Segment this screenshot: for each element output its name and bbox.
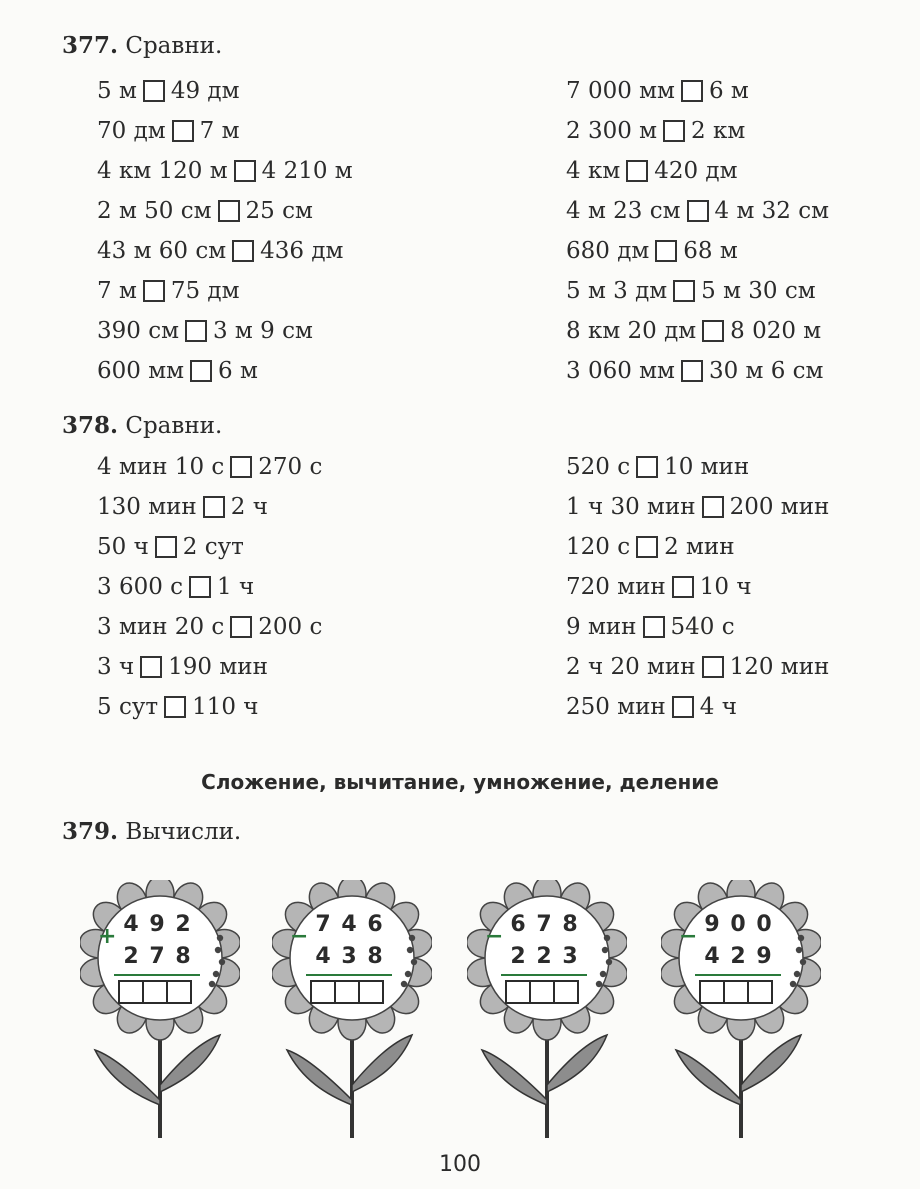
comparison-row (97, 574, 254, 600)
left-quantity: 9 мин (566, 614, 637, 640)
digit: 2 (123, 944, 139, 969)
left-quantity: 3 ч (97, 654, 135, 680)
right-quantity: 49 дм (170, 78, 240, 104)
digit: 4 (123, 912, 139, 937)
right-quantity: 3 м 9 см (212, 318, 313, 344)
comparison-row (566, 198, 829, 224)
page-number: 100 (439, 1152, 481, 1177)
digit: 3 (341, 944, 357, 969)
exercise-377-instruction: Сравни. (125, 33, 223, 59)
comparison-sign-box[interactable] (626, 160, 648, 182)
comparison-row (97, 198, 313, 224)
comparison-sign-box[interactable] (655, 240, 677, 262)
comparison-row (97, 158, 353, 184)
left-quantity: 50 ч (97, 534, 149, 560)
comparison-row (566, 654, 829, 680)
top-number (118, 912, 196, 937)
exercise-378-instruction: Сравни. (125, 413, 223, 439)
flower-example (272, 880, 432, 1140)
answer-digit-box[interactable] (166, 980, 192, 1004)
flower-example (661, 880, 821, 1140)
exercise-379-instruction: Вычисли. (125, 819, 242, 845)
answer-digit-box[interactable] (505, 980, 531, 1004)
right-quantity: 190 мин (168, 654, 268, 680)
comparison-row (566, 238, 738, 264)
digit: 7 (536, 912, 552, 937)
digit: 4 (341, 912, 357, 937)
left-quantity: 5 м (97, 78, 137, 104)
right-quantity: 2 ч (230, 494, 268, 520)
digit: 3 (562, 944, 578, 969)
comparison-sign-box[interactable] (189, 576, 211, 598)
sum-line (306, 974, 392, 976)
left-quantity: 3 600 с (97, 574, 184, 600)
comparison-row (97, 238, 343, 264)
right-quantity: 4 м 32 см (714, 198, 829, 224)
right-quantity: 200 с (258, 614, 323, 640)
left-quantity: 250 мин (566, 694, 666, 720)
comparison-row (97, 694, 259, 720)
digit: 8 (367, 944, 383, 969)
comparison-sign-box[interactable] (143, 280, 165, 302)
comparison-row (566, 574, 752, 600)
comparison-sign-box[interactable] (643, 616, 665, 638)
comparison-sign-box[interactable] (140, 656, 162, 678)
answer-boxes (120, 980, 192, 1004)
comparison-sign-box[interactable] (673, 280, 695, 302)
right-quantity: 68 м (683, 238, 738, 264)
comparison-sign-box[interactable] (687, 200, 709, 222)
comparison-sign-box[interactable] (164, 696, 186, 718)
left-quantity: 3 060 мм (566, 358, 675, 384)
comparison-row (97, 454, 322, 480)
right-quantity: 10 мин (664, 454, 750, 480)
answer-digit-box[interactable] (310, 980, 336, 1004)
answer-digit-box[interactable] (699, 980, 725, 1004)
left-quantity: 2 м 50 см (97, 198, 212, 224)
answer-digit-box[interactable] (334, 980, 360, 1004)
left-quantity: 70 дм (97, 118, 166, 144)
right-quantity: 436 дм (260, 238, 344, 264)
digit: 2 (536, 944, 552, 969)
answer-digit-box[interactable] (529, 980, 555, 1004)
bottom-number (310, 944, 388, 969)
answer-digit-box[interactable] (747, 980, 773, 1004)
comparison-row (566, 78, 749, 104)
right-quantity: 6 м (708, 78, 749, 104)
left-quantity: 7 000 мм (566, 78, 675, 104)
comparison-row (566, 494, 829, 520)
bottom-number (118, 944, 196, 969)
digit: 2 (175, 912, 191, 937)
digit: 9 (756, 944, 772, 969)
comparison-row (566, 118, 745, 144)
right-quantity: 30 м 6 см (708, 358, 824, 384)
comparison-row (566, 158, 737, 184)
comparison-sign-box[interactable] (681, 80, 703, 102)
comparison-sign-box[interactable] (681, 360, 703, 382)
left-quantity: 8 км 20 дм (566, 318, 697, 344)
operation-sign: − (679, 924, 698, 949)
digit: 6 (367, 912, 383, 937)
left-quantity: 4 км 120 м (97, 158, 228, 184)
answer-digit-box[interactable] (553, 980, 579, 1004)
comparison-sign-box[interactable] (702, 320, 724, 342)
comparison-row (97, 358, 258, 384)
exercise-379-number: 379. (62, 818, 119, 845)
left-quantity: 720 мин (566, 574, 666, 600)
digit: 0 (756, 912, 772, 937)
left-quantity: 520 с (566, 454, 631, 480)
sum-line (501, 974, 587, 976)
left-quantity: 4 км (566, 158, 621, 184)
left-quantity: 390 см (97, 318, 179, 344)
right-quantity: 420 дм (654, 158, 738, 184)
comparison-row (97, 318, 313, 344)
exercise-377-number: 377. (62, 32, 119, 59)
comparison-sign-box[interactable] (230, 456, 252, 478)
sum-line (695, 974, 781, 976)
answer-digit-box[interactable] (723, 980, 749, 1004)
comparison-sign-box[interactable] (155, 536, 177, 558)
top-number (699, 912, 777, 937)
left-quantity: 4 мин 10 с (97, 454, 225, 480)
comparison-row (566, 358, 823, 384)
answer-digit-box[interactable] (358, 980, 384, 1004)
answer-boxes (312, 980, 384, 1004)
comparison-row (566, 614, 735, 640)
comparison-row (97, 534, 244, 560)
comparison-sign-box[interactable] (636, 536, 658, 558)
left-quantity: 2 300 м (566, 118, 658, 144)
comparison-row (97, 614, 322, 640)
right-quantity: 4 210 м (261, 158, 353, 184)
answer-digit-box[interactable] (118, 980, 144, 1004)
answer-digit-box[interactable] (142, 980, 168, 1004)
comparison-sign-box[interactable] (702, 496, 724, 518)
comparison-row (566, 454, 749, 480)
digit: 7 (315, 912, 331, 937)
flower-example (80, 880, 240, 1140)
right-quantity: 120 мин (729, 654, 830, 680)
operation-sign: − (290, 924, 309, 949)
digit: 9 (704, 912, 720, 937)
right-quantity: 5 м 30 см (701, 278, 816, 304)
digit: 0 (730, 912, 746, 937)
operation-sign: + (98, 924, 117, 949)
right-quantity: 540 с (670, 614, 735, 640)
comparison-sign-box[interactable] (234, 160, 256, 182)
right-quantity: 1 ч (217, 574, 255, 600)
right-quantity: 4 ч (699, 694, 737, 720)
top-number (310, 912, 388, 937)
comparison-sign-box[interactable] (185, 320, 207, 342)
answer-boxes (507, 980, 579, 1004)
comparison-row (566, 318, 821, 344)
left-quantity: 130 мин (97, 494, 197, 520)
left-quantity: 43 м 60 см (97, 238, 227, 264)
digit: 6 (510, 912, 526, 937)
left-quantity: 2 ч 20 мин (566, 654, 696, 680)
right-quantity: 8 020 м (730, 318, 822, 344)
left-quantity: 5 м 3 дм (566, 278, 668, 304)
right-quantity: 110 ч (192, 694, 259, 720)
left-quantity: 3 мин 20 с (97, 614, 225, 640)
digit: 2 (510, 944, 526, 969)
left-quantity: 600 мм (97, 358, 184, 384)
exercise-379-title (62, 818, 241, 845)
comparison-sign-box[interactable] (172, 120, 194, 142)
top-number (505, 912, 583, 937)
comparison-sign-box[interactable] (636, 456, 658, 478)
left-quantity: 120 с (566, 534, 631, 560)
digit: 9 (149, 912, 165, 937)
comparison-row (566, 534, 735, 560)
digit: 7 (149, 944, 165, 969)
left-quantity: 680 дм (566, 238, 650, 264)
sum-line (114, 974, 200, 976)
bottom-number (505, 944, 583, 969)
exercise-378-number: 378. (62, 412, 119, 439)
comparison-sign-box[interactable] (232, 240, 254, 262)
comparison-sign-box[interactable] (663, 120, 685, 142)
comparison-sign-box[interactable] (203, 496, 225, 518)
comparison-row (566, 694, 737, 720)
exercise-378-title (62, 412, 222, 439)
comparison-sign-box[interactable] (702, 656, 724, 678)
comparison-sign-box[interactable] (672, 576, 694, 598)
right-quantity: 270 с (258, 454, 323, 480)
right-quantity: 7 м (199, 118, 240, 144)
digit: 4 (315, 944, 331, 969)
answer-boxes (701, 980, 773, 1004)
right-quantity: 2 сут (182, 534, 244, 560)
digit: 8 (562, 912, 578, 937)
operation-sign: − (485, 924, 504, 949)
digit: 2 (730, 944, 746, 969)
right-quantity: 25 см (245, 198, 313, 224)
right-quantity: 75 дм (170, 278, 240, 304)
comparison-sign-box[interactable] (672, 696, 694, 718)
comparison-row (97, 494, 268, 520)
left-quantity: 7 м (97, 278, 137, 304)
digit: 8 (175, 944, 191, 969)
left-quantity: 4 м 23 см (566, 198, 681, 224)
flower-example (467, 880, 627, 1140)
left-quantity: 5 сут (97, 694, 159, 720)
comparison-row (97, 78, 239, 104)
comparison-row (97, 654, 268, 680)
digit: 4 (704, 944, 720, 969)
comparison-row (566, 278, 816, 304)
right-quantity: 6 м (218, 358, 258, 384)
right-quantity: 2 мин (664, 534, 735, 560)
right-quantity: 2 км (691, 118, 746, 144)
bottom-number (699, 944, 777, 969)
right-quantity: 200 мин (729, 494, 830, 520)
right-quantity: 10 ч (699, 574, 752, 600)
left-quantity: 1 ч 30 мин (566, 494, 696, 520)
comparison-sign-box[interactable] (190, 360, 212, 382)
section-heading: Сложение, вычитание, умножение, деление (201, 770, 719, 794)
comparison-sign-box[interactable] (218, 200, 240, 222)
comparison-sign-box[interactable] (143, 80, 165, 102)
comparison-row (97, 118, 239, 144)
comparison-row (97, 278, 239, 304)
comparison-sign-box[interactable] (230, 616, 252, 638)
exercise-377-title (62, 32, 222, 59)
